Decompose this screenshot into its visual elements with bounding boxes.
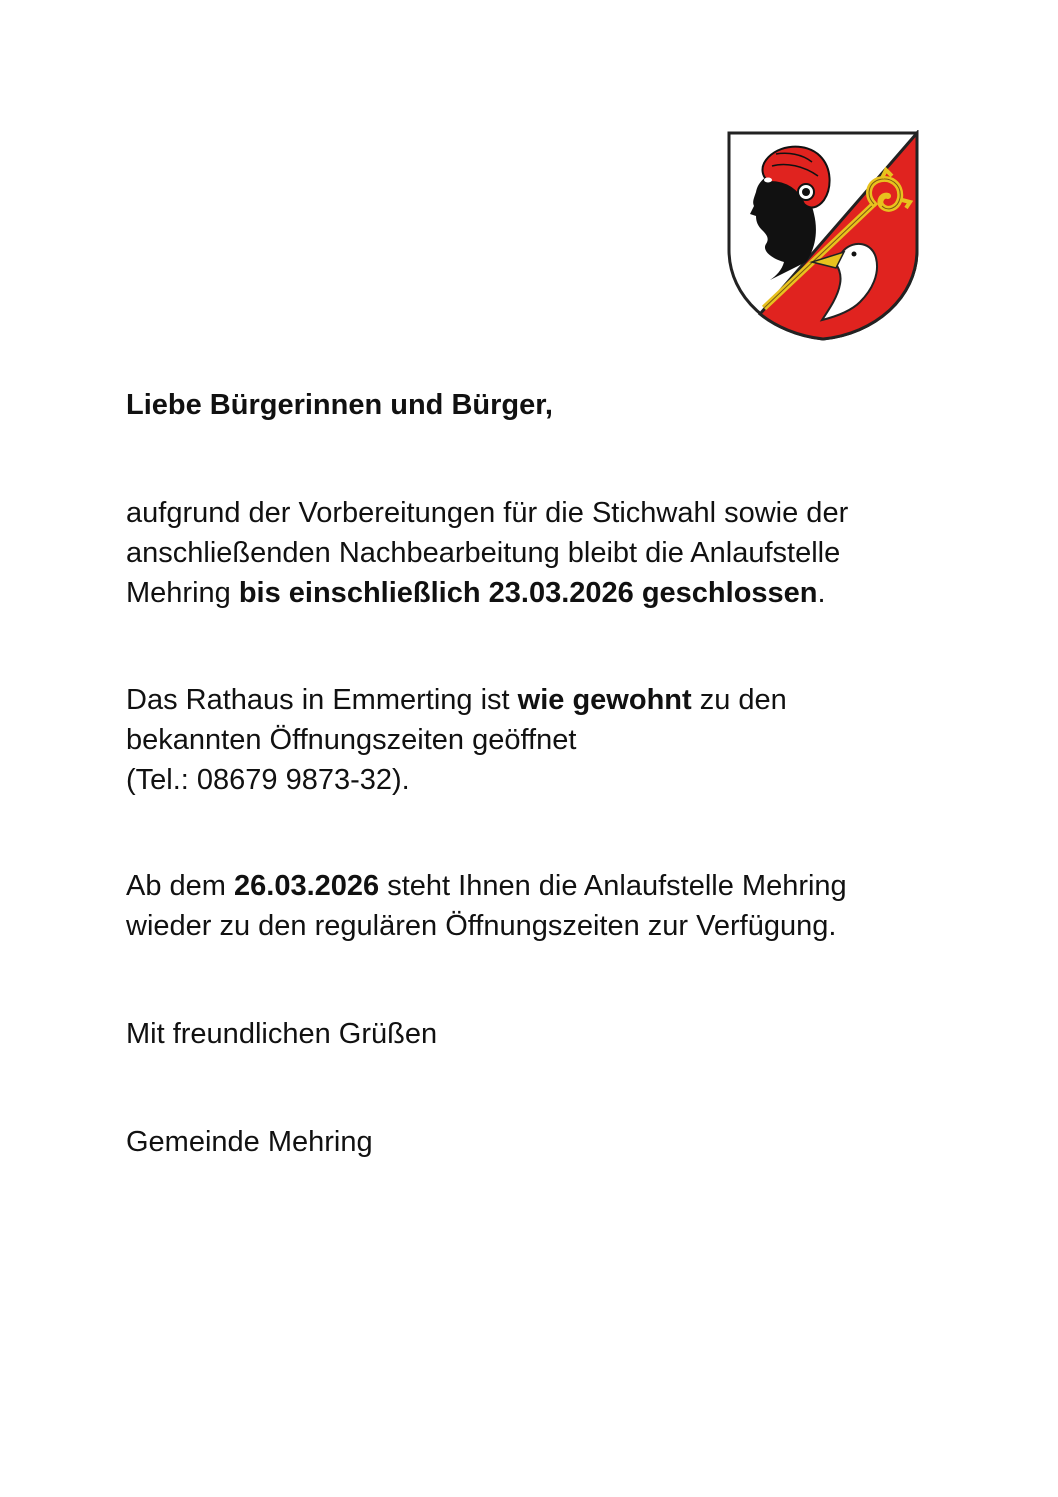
reopening-date-bold: 26.03.2026 <box>234 870 380 902</box>
town-hall-paragraph <box>126 680 956 800</box>
closure-paragraph <box>126 493 956 613</box>
reopening-line-2: wieder zu den regulären Öffnungszeiten zur Verfügung. <box>126 910 837 942</box>
town-hall-line-1 <box>126 680 956 720</box>
closing-salutation: Mit freundlichen Grüßen <box>126 1018 438 1050</box>
reopening-line-1-post: steht Ihnen die Anlaufstelle Mehring <box>379 870 847 902</box>
town-hall-line-1-post: zu den <box>691 684 787 716</box>
phone-number: (Tel.: 08679 9873-32). <box>126 764 410 796</box>
as-usual-bold: wie gewohnt <box>517 684 692 716</box>
signature: Gemeinde Mehring <box>126 1126 373 1158</box>
reopening-line-1-pre: Ab dem <box>126 870 234 902</box>
reopening-line-1 <box>126 866 956 906</box>
greeting: Liebe Bürgerinnen und Bürger, <box>126 389 553 421</box>
closure-line-1: aufgrund der Vorbereitungen für die Stichwahl sowie der <box>126 497 849 529</box>
closure-line-3 <box>126 573 956 613</box>
closure-line-3-pre: Mehring <box>126 577 239 609</box>
coat-of-arms-logo <box>726 130 920 342</box>
closure-dates-bold: bis einschließlich 23.03.2026 geschlossen <box>238 577 818 609</box>
reopening-paragraph <box>126 866 956 946</box>
closure-line-3-post: . <box>817 577 826 609</box>
town-hall-line-1-pre: Das Rathaus in Emmerting ist <box>126 684 518 716</box>
town-hall-line-2: bekannten Öffnungszeiten geöffnet <box>126 724 577 756</box>
closure-line-2: anschließenden Nachbearbeitung bleibt die Anlaufstelle <box>126 537 841 569</box>
